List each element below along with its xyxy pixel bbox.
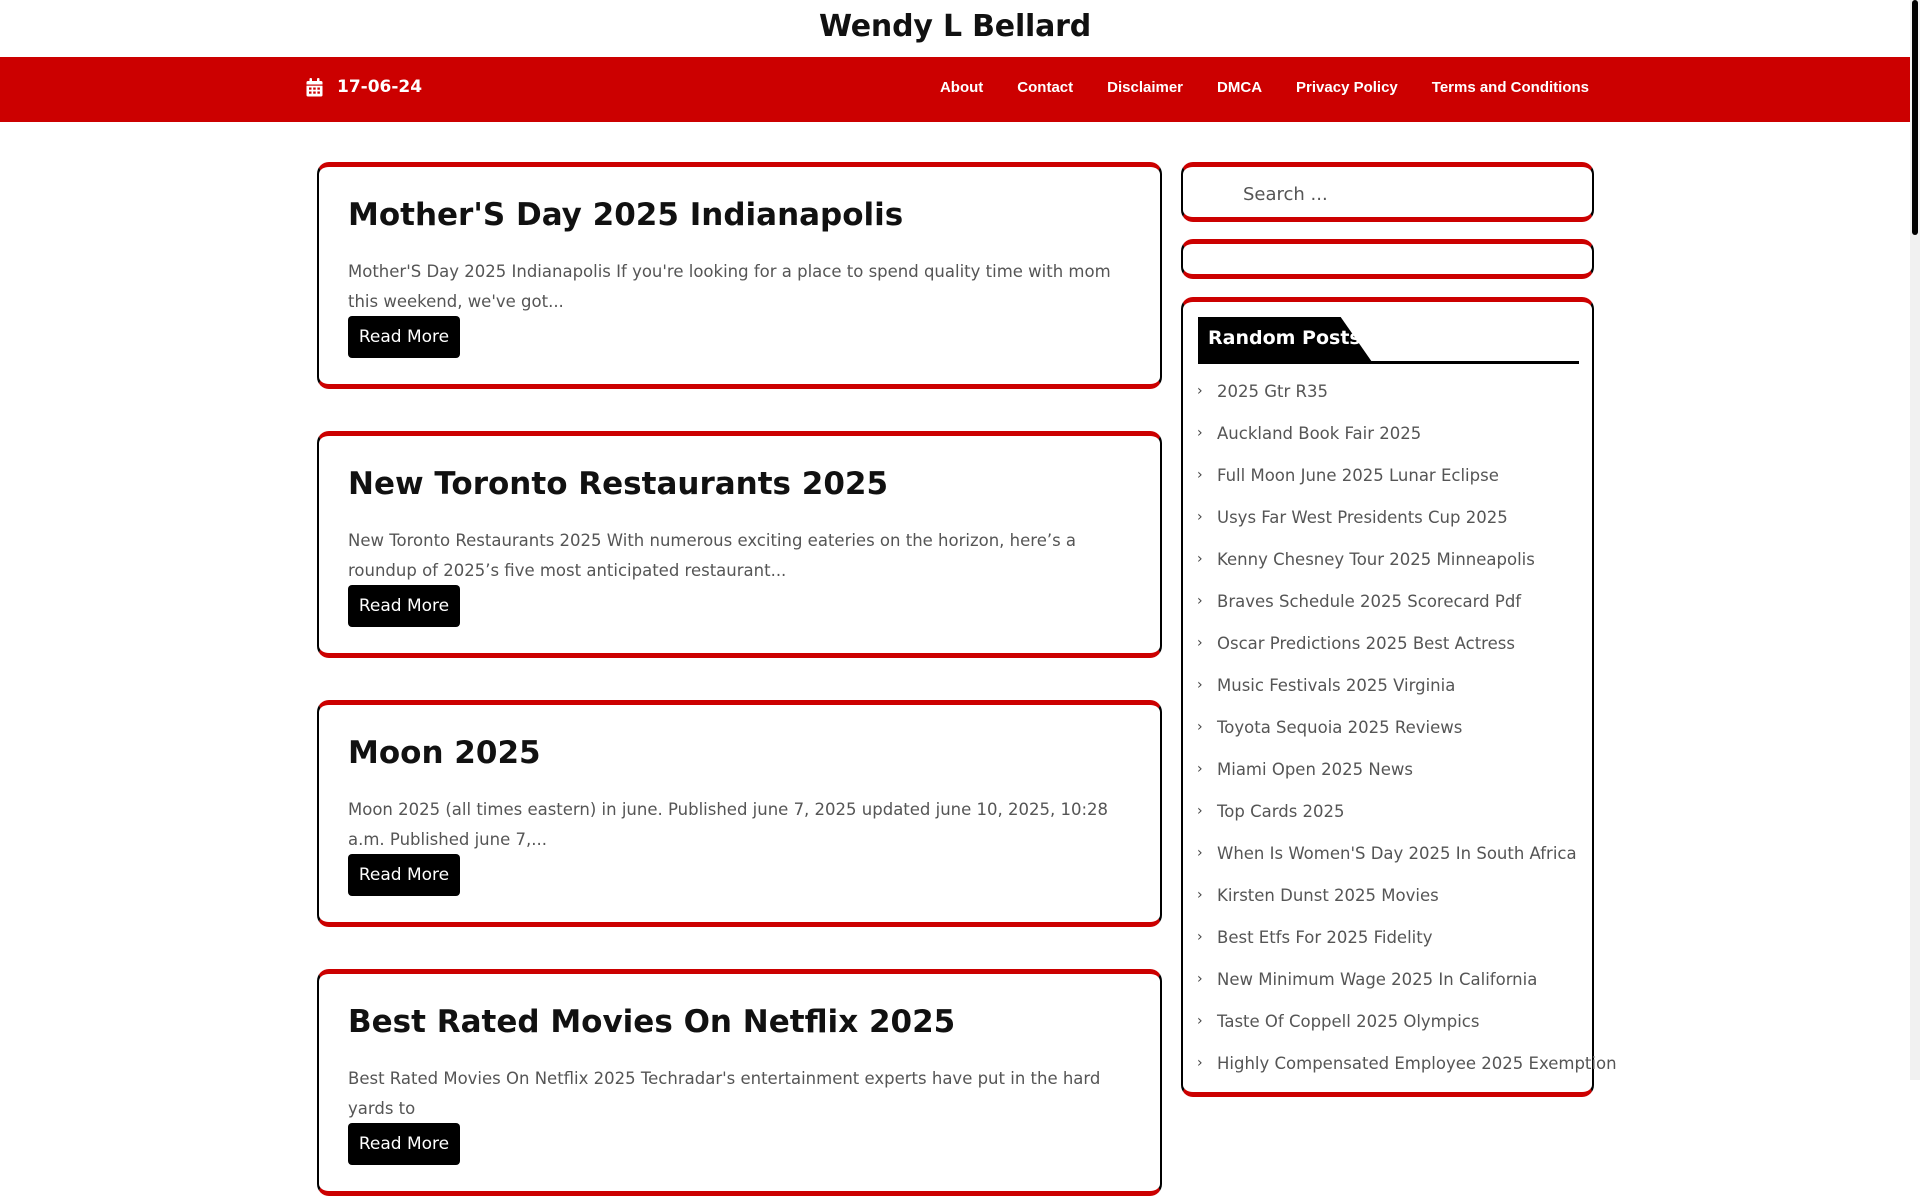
chevron-right-icon: › [1197,509,1203,525]
random-post-item[interactable] [1197,580,1617,622]
random-post-item[interactable] [1197,706,1617,748]
random-post-link[interactable]: Highly Compensated Employee 2025 Exemption [1217,1053,1617,1073]
chevron-right-icon: › [1197,929,1203,945]
search-input[interactable] [1243,181,1573,207]
site-header [0,0,1910,57]
random-post-link[interactable]: Music Festivals 2025 Virginia [1217,675,1456,695]
post-card [317,700,1162,927]
chevron-right-icon: › [1197,971,1203,987]
chevron-right-icon: › [1197,593,1203,609]
post-title[interactable]: Best Rated Movies On Netflix 2025 [348,1004,956,1040]
nav-dmca[interactable]: DMCA [1217,79,1263,96]
random-post-item[interactable] [1197,454,1617,496]
random-post-item[interactable] [1197,874,1617,916]
random-post-item[interactable] [1197,664,1617,706]
random-post-link[interactable]: Full Moon June 2025 Lunar Eclipse [1217,465,1499,485]
post-card [317,162,1162,389]
random-post-link[interactable]: New Minimum Wage 2025 In California [1217,969,1538,989]
chevron-right-icon: › [1197,761,1203,777]
random-post-link[interactable]: Usys Far West Presidents Cup 2025 [1217,507,1508,527]
random-post-item[interactable] [1197,790,1617,832]
read-more-button[interactable]: Read More [348,854,460,896]
main-nav [940,79,1589,96]
chevron-right-icon: › [1197,467,1203,483]
post-card [317,969,1162,1196]
calendar-icon [306,78,323,97]
chevron-right-icon: › [1197,551,1203,567]
chevron-right-icon: › [1197,425,1203,441]
chevron-right-icon: › [1197,635,1203,651]
top-bar [0,57,1910,122]
empty-widget [1181,239,1594,279]
chevron-right-icon: › [1197,845,1203,861]
random-posts-widget [1181,297,1617,1097]
post-title[interactable]: Moon 2025 [348,735,541,771]
widget-title: Random Posts [1208,327,1361,349]
chevron-right-icon: › [1197,719,1203,735]
chevron-right-icon: › [1197,803,1203,819]
site-title[interactable]: Wendy L Bellard [818,9,1092,44]
read-more-button[interactable]: Read More [348,316,460,358]
random-post-link[interactable]: Taste Of Coppell 2025 Olympics [1217,1011,1480,1031]
random-post-item[interactable] [1197,412,1617,454]
read-more-button[interactable]: Read More [348,1123,460,1165]
random-post-link[interactable]: Top Cards 2025 [1217,801,1345,821]
current-date: 17-06-24 [337,77,423,97]
random-post-item[interactable] [1197,748,1617,790]
date-display [306,77,422,97]
chevron-right-icon: › [1197,1013,1203,1029]
random-post-item[interactable] [1197,1042,1617,1084]
random-post-link[interactable]: Oscar Predictions 2025 Best Actress [1217,633,1515,653]
random-post-link[interactable]: Braves Schedule 2025 Scorecard Pdf [1217,591,1522,611]
post-title[interactable]: New Toronto Restaurants 2025 [348,466,889,502]
random-post-item[interactable] [1197,958,1617,1000]
random-post-link[interactable]: Kenny Chesney Tour 2025 Minneapolis [1217,549,1535,569]
post-excerpt: Best Rated Movies On Netflix 2025 Techradar's entertainment experts have put in the hard yards to [348,1069,1101,1118]
chevron-right-icon: › [1197,1055,1203,1071]
chevron-right-icon: › [1197,887,1203,903]
random-post-item[interactable] [1197,622,1617,664]
random-post-item[interactable] [1197,370,1617,412]
post-title[interactable]: Mother'S Day 2025 Indianapolis [348,197,904,233]
random-post-link[interactable]: Kirsten Dunst 2025 Movies [1217,885,1439,905]
random-post-link[interactable]: Toyota Sequoia 2025 Reviews [1217,717,1463,737]
page-scrollbar[interactable] [1910,0,1920,1080]
random-posts-list [1197,370,1617,1084]
random-post-link[interactable]: Auckland Book Fair 2025 [1217,423,1422,443]
random-post-item[interactable] [1197,538,1617,580]
nav-about[interactable]: About [939,79,984,96]
random-post-link[interactable]: Best Etfs For 2025 Fidelity [1217,927,1433,947]
random-post-link[interactable]: When Is Women'S Day 2025 In South Africa [1217,843,1577,863]
post-excerpt: Mother'S Day 2025 Indianapolis If you're looking for a place to spend quality time with mom this weekend, we've got... [348,262,1111,311]
random-post-link[interactable]: Miami Open 2025 News [1217,759,1413,779]
random-post-link[interactable]: 2025 Gtr R35 [1217,381,1328,401]
chevron-right-icon: › [1197,383,1203,399]
widget-header [1198,317,1579,364]
post-excerpt: Moon 2025 (all times eastern) in june. Published june 7, 2025 updated june 10, 2025, 10:28 a.m. Published june 7,... [348,800,1109,849]
random-post-item[interactable] [1197,1000,1617,1042]
chevron-right-icon: › [1197,677,1203,693]
scrollbar-thumb[interactable] [1912,0,1918,235]
nav-disclaimer[interactable]: Disclaimer [1107,79,1184,96]
search-widget [1181,162,1594,222]
random-post-item[interactable] [1197,832,1617,874]
post-card [317,431,1162,658]
post-excerpt: New Toronto Restaurants 2025 With numerous exciting eateries on the horizon, here’s a roundup of 2025’s five most anticipated restaurant... [348,531,1077,580]
nav-terms-and-conditions[interactable]: Terms and Conditions [1431,79,1589,96]
nav-privacy-policy[interactable]: Privacy Policy [1296,79,1398,96]
nav-contact[interactable]: Contact [1017,79,1074,96]
random-post-item[interactable] [1197,916,1617,958]
random-post-item[interactable] [1197,496,1617,538]
read-more-button[interactable]: Read More [348,585,460,627]
